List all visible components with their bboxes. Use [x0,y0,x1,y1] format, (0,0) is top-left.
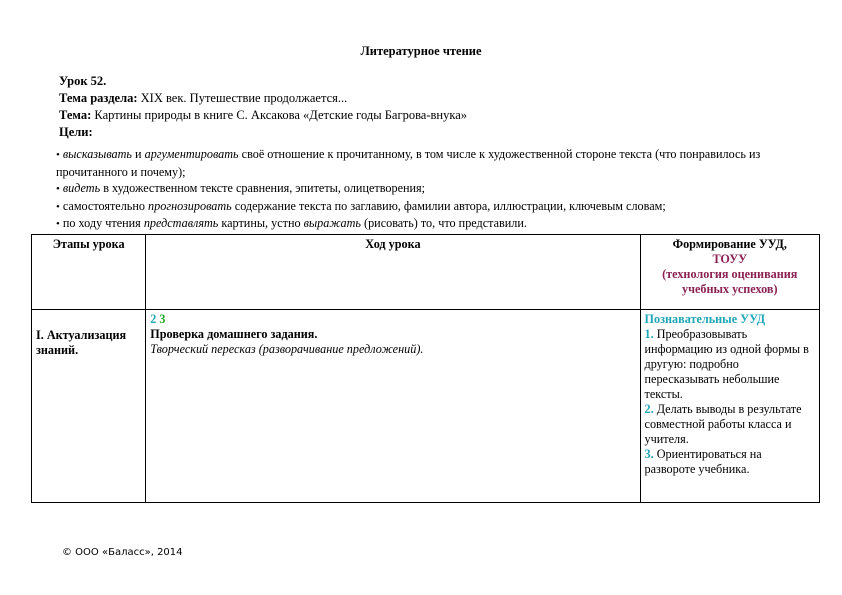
copyright-footer: © ООО «Баласс», 2014 [62,547,183,558]
bullet-icon: • [56,149,60,161]
theme-line: Тема: Картины природы в книге С. Аксакова «Детские годы Багрова-внука» [59,108,468,122]
goal-item: • видеть в художественном тексте сравнения, эпитеты, олицетворения; [56,181,426,195]
task-title: Проверка домашнего задания. [150,327,318,341]
bullet-icon: • [56,218,60,230]
table-row [32,310,820,503]
bullet-icon: • [56,183,60,195]
document-title: Литературное чтение [360,44,482,58]
bullet-icon: • [56,200,60,213]
uud-cell [640,310,819,503]
goal-item: • по ходу чтения представлять картины, устно выражать (рисовать) то, что представили. [56,216,527,230]
course-cell: 2 3 Проверка домашнего задания. Творческий пересказ (разворачивание предложений). [146,310,640,503]
task-description: Творческий пересказ (разворачивание предложений). [150,342,424,356]
header-uud: Формирование УУД, ТОУУ (технология оценивания учебных успехов) [640,235,819,310]
uud-item: 1. Преобразовывать информацию из одной формы в другую: подробно пересказывать небольшие тексты. [644,327,809,401]
stage-cell: I. Актуализация знаний. [32,310,146,503]
lesson-table [31,234,820,503]
header-course: Ход урока [146,235,640,310]
goal-item: • самостоятельно прогнозировать содержание текста по заглавию, фамилии автора, иллюстрации, ключевым словам; [56,198,666,213]
goal-item: • высказывать и аргументировать своё отношение к прочитанному, в том числе к художественной стороне текста (что понравилось из прочитанного и почему); [56,147,761,179]
goals-list [56,146,791,233]
lesson-number: Урок 52. [59,74,107,88]
section-line: Тема раздела: XIX век. Путешествие продолжается... [59,91,348,105]
uud-item: 2. Делать выводы в результате совместной работы класса и учителя. [644,402,802,446]
uud-item: 3. Ориентироваться на развороте учебника. [644,447,762,476]
header-stages: Этапы урока [32,235,146,310]
uud-heading: Познавательные УУД [644,312,766,326]
table-header-row [32,235,820,310]
goals-label: Цели: [59,125,93,139]
